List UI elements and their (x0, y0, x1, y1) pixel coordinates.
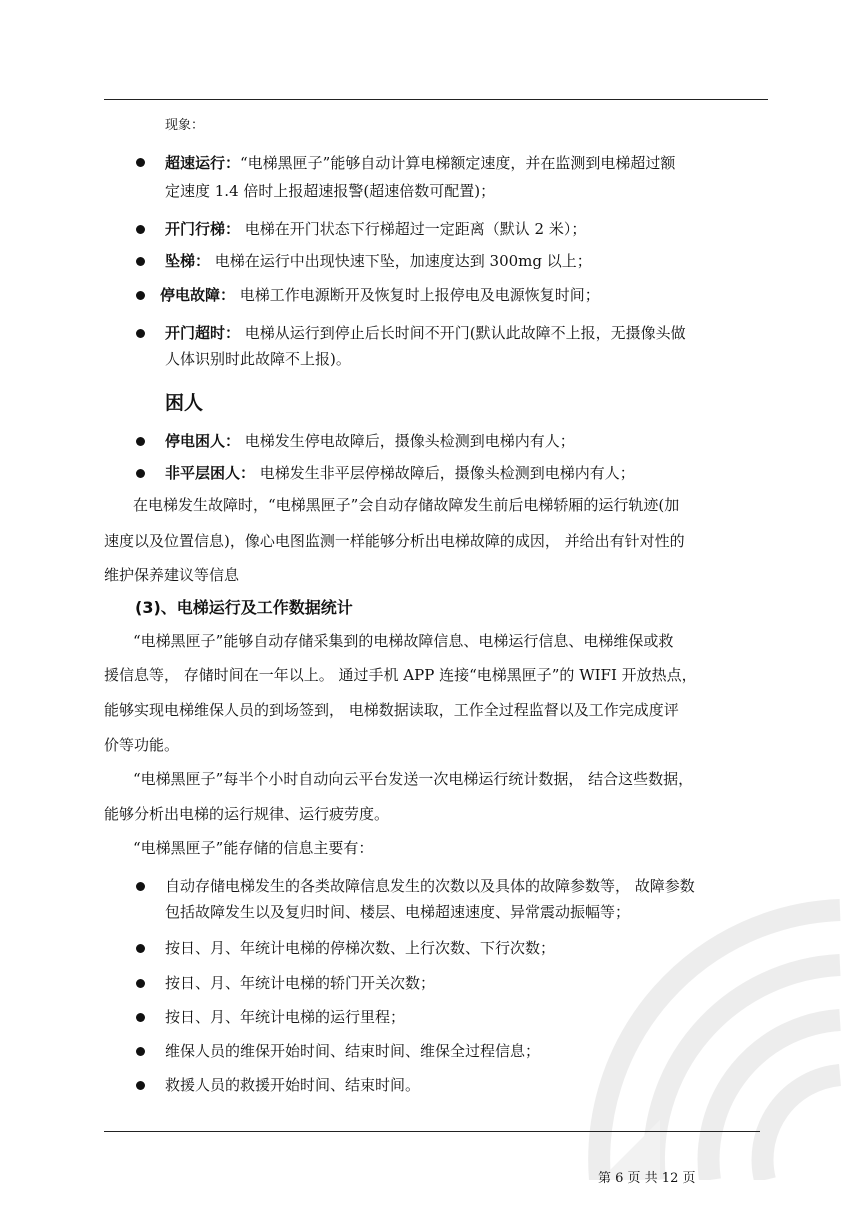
bullet-icon (136, 225, 145, 234)
fault-text-cont: 人体识别时此故障不上报)。 (165, 350, 351, 368)
bullet-icon (136, 882, 145, 891)
paragraph-line: 援信息等， 存储时间在一年以上。 通过手机 APP 连接“电梯黑匣子”的 WIFI 开放热点， (104, 666, 697, 684)
header-rule (104, 99, 768, 100)
storage-intro: “电梯黑匣子”能存储的信息主要有： (133, 839, 374, 857)
paragraph-line: 在电梯发生故障时，“电梯黑匣子”会自动存储故障发生前后电梯轿厢的运行轨迹(加 (133, 496, 680, 514)
storage-item-text-cont: 包括故障发生以及复归时间、楼层、电梯超速速度、异常震动振幅等； (165, 903, 631, 921)
footer-rule (104, 1131, 760, 1132)
bullet-icon (136, 291, 145, 300)
paragraph-line: “电梯黑匣子”每半个小时自动向云平台发送一次电梯运行统计数据， 结合这些数据， (133, 770, 694, 788)
bullet-icon (136, 1013, 145, 1022)
paragraph-line: 维护保养建议等信息 (104, 566, 240, 584)
fault-label: 坠梯： (165, 252, 211, 270)
section-heading: (3)、电梯运行及工作数据统计 (135, 598, 353, 617)
bullet-icon (136, 1081, 145, 1090)
storage-item-text: 救援人员的救援开始时间、结束时间。 (165, 1076, 421, 1094)
fault-label: 开门超时： (165, 324, 241, 342)
trapped-heading: 困人 (165, 392, 204, 414)
fault-text: 电梯从运行到停止后长时间不开门(默认此故障不上报，无摄像头做 (240, 324, 686, 342)
page-number: 第 6 页 共 12 页 (598, 1171, 696, 1186)
fault-text: 电梯在开门状态下行梯超过一定距离（默认 2 米）； (240, 220, 587, 238)
paragraph-line: 价等功能。 (104, 736, 180, 754)
bullet-icon (136, 329, 145, 338)
bullet-icon (136, 469, 145, 478)
paragraph-line: 能够分析出电梯的运行规律、运行疲劳度。 (104, 805, 390, 823)
paragraph-line: 能够实现电梯维保人员的到场签到， 电梯数据读取，工作全过程监督以及工作完成度评 (104, 701, 679, 719)
fault-text: 电梯在运行中出现快速下坠，加速度达到 300mg 以上； (210, 252, 592, 270)
paragraph-line: 速度以及位置信息)，像心电图监测一样能够分析出电梯故障的成因， 并给出有针对性的 (104, 532, 685, 550)
bullet-icon (136, 437, 145, 446)
bullet-icon (136, 1047, 145, 1056)
fault-label: 开门行梯： (165, 220, 241, 238)
fault-text-cont: 定速度 1.4 倍时上报超速报警(超速倍数可配置)； (165, 182, 496, 200)
fault-text: 电梯工作电源断开及恢复时上报停电及电源恢复时间； (235, 286, 600, 304)
bullet-icon (136, 257, 145, 266)
bullet-icon (136, 158, 145, 167)
trapped-text: 电梯发生停电故障后，摄像头检测到电梯内有人； (240, 432, 575, 450)
bullet-icon (136, 979, 145, 988)
fault-label: 超速运行： (165, 154, 241, 172)
paragraph-line: “电梯黑匣子”能够自动存储采集到的电梯故障信息、电梯运行信息、电梯维保或救 (133, 632, 674, 650)
bullet-icon (136, 944, 145, 953)
storage-item-text: 自动存储电梯发生的各类故障信息发生的次数以及具体的故障参数等， 故障参数 (165, 877, 695, 895)
fault-text: “电梯黑匣子”能够自动计算电梯额定速度，并在监测到电梯超过额 (240, 154, 676, 172)
storage-item-text: 维保人员的维保开始时间、结束时间、维保全过程信息； (165, 1042, 541, 1060)
trapped-text: 电梯发生非平层停梯故障后，摄像头检测到电梯内有人； (255, 464, 635, 482)
storage-item-text: 按日、月、年统计电梯的运行里程； (165, 1008, 406, 1026)
continuation-text: 现象： (165, 118, 205, 133)
storage-item-text: 按日、月、年统计电梯的停梯次数、上行次数、下行次数； (165, 939, 556, 957)
trapped-label: 非平层困人： (165, 464, 256, 482)
storage-item-text: 按日、月、年统计电梯的轿门开关次数； (165, 974, 436, 992)
trapped-label: 停电困人： (165, 432, 241, 450)
fault-label: 停电故障： (160, 286, 236, 304)
